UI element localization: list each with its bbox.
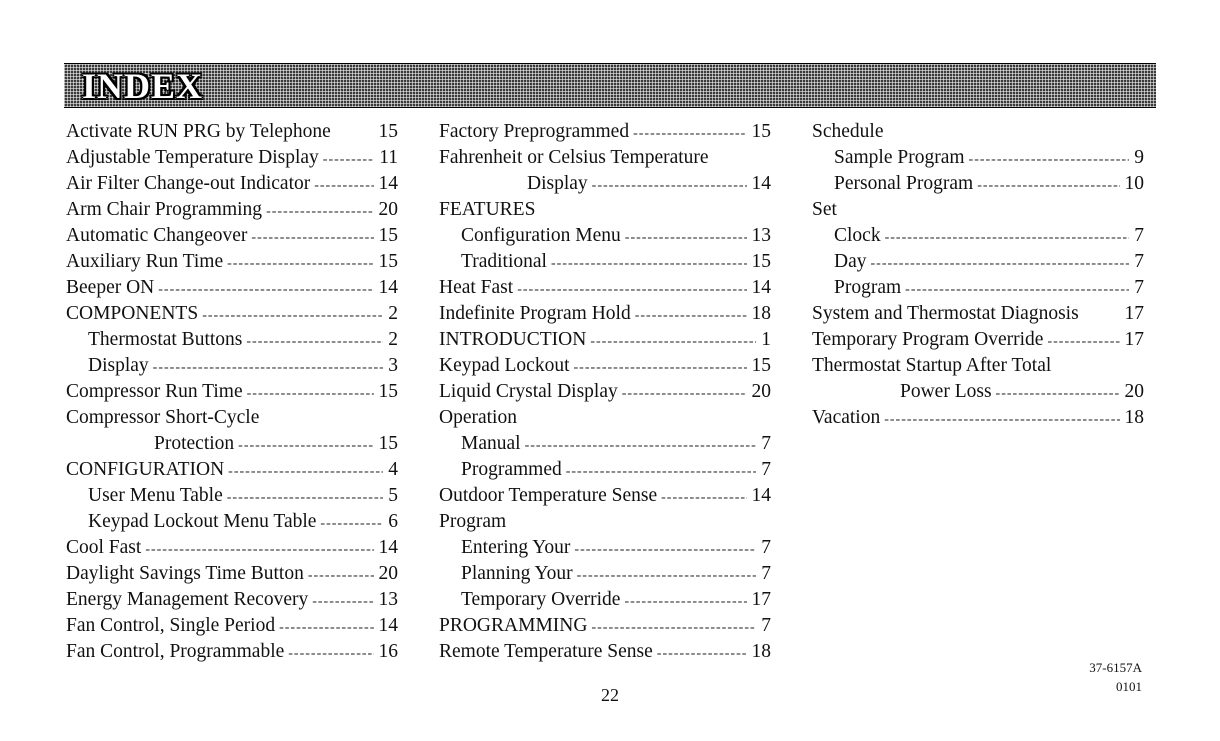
entry-page-number: 11 <box>379 147 398 168</box>
entry-label: Traditional <box>461 251 547 272</box>
dot-leader <box>622 381 747 407</box>
dot-leader <box>566 459 757 485</box>
entry-page-number: 20 <box>378 199 398 220</box>
index-subentry <box>66 353 398 379</box>
entry-label: Temporary Override <box>461 589 621 610</box>
entry-page-number: 7 <box>761 459 771 480</box>
entry-label: Personal Program <box>834 173 974 194</box>
entry-page-number: 18 <box>751 303 771 324</box>
index-entry <box>66 171 398 197</box>
dot-leader <box>657 641 747 667</box>
entry-page-number: 14 <box>378 173 398 194</box>
index-entry <box>812 405 1144 431</box>
entry-label: Day <box>834 251 867 272</box>
index-heading: FEATURES <box>439 199 536 220</box>
dot-leader <box>977 173 1119 199</box>
dot-leader <box>246 329 383 355</box>
dot-leader <box>996 381 1120 407</box>
entry-page-number: 17 <box>1124 303 1144 324</box>
dot-leader <box>314 173 373 199</box>
index-entry <box>66 639 398 665</box>
dot-leader <box>158 277 373 303</box>
entry-label: Planning Your <box>461 563 573 584</box>
entry-label: PROGRAMMING <box>439 615 588 636</box>
index-entry <box>66 379 398 405</box>
entry-label: Clock <box>834 225 881 246</box>
entry-label: Beeper ON <box>66 277 155 298</box>
index-banner <box>64 63 1156 108</box>
index-subentry <box>439 249 771 275</box>
index-entry <box>66 587 398 613</box>
entry-page-number: 15 <box>378 381 398 402</box>
entry-label: Indefinite Program Hold <box>439 303 631 324</box>
dot-leader <box>288 641 373 667</box>
entry-label: Adjustable Temperature Display <box>66 147 319 168</box>
dot-leader <box>227 251 373 277</box>
entry-page-number: 14 <box>751 173 771 194</box>
document-number-block <box>1089 658 1142 696</box>
entry-label: Power Loss <box>900 381 992 402</box>
entry-label: Sample Program <box>834 147 965 168</box>
entry-label: Factory Preprogrammed <box>439 121 630 142</box>
dot-leader <box>574 355 747 381</box>
entry-page-number: 2 <box>388 303 398 324</box>
index-entry <box>439 275 771 301</box>
entry-label: Keypad Lockout <box>439 355 570 376</box>
entry-page-number: 15 <box>378 225 398 246</box>
entry-page-number: 14 <box>378 615 398 636</box>
index-heading: Compressor Short-Cycle <box>66 407 260 428</box>
entry-page-number: 9 <box>1134 147 1144 168</box>
dot-leader <box>320 511 383 537</box>
dot-leader <box>969 147 1130 173</box>
entry-label: Heat Fast <box>439 277 514 298</box>
dot-leader <box>625 225 747 251</box>
dot-leader <box>251 225 373 251</box>
index-entry <box>66 197 398 223</box>
entry-page-number: 7 <box>1134 225 1144 246</box>
index-entry <box>66 457 398 483</box>
entry-page-number: 20 <box>1124 381 1144 402</box>
entry-page-number: 7 <box>761 433 771 454</box>
entry-page-number: 14 <box>378 277 398 298</box>
dot-leader <box>871 251 1130 277</box>
entry-label: Air Filter Change-out Indicator <box>66 173 311 194</box>
entry-page-number: 7 <box>761 563 771 584</box>
entry-label: Protection <box>154 433 235 454</box>
index-subentry <box>812 249 1144 275</box>
index-subentry <box>439 535 771 561</box>
entry-page-number: 7 <box>1134 277 1144 298</box>
dot-leader <box>633 121 746 147</box>
entry-page-number: 15 <box>751 121 771 142</box>
index-subentry <box>812 275 1144 301</box>
index-entry <box>812 327 1144 353</box>
dot-leader <box>905 277 1129 303</box>
entry-label: User Menu Table <box>88 485 223 506</box>
dot-leader <box>266 199 373 225</box>
dot-leader <box>574 537 756 563</box>
index-entry <box>66 301 398 327</box>
index-subentry <box>66 327 398 353</box>
entry-label: Cool Fast <box>66 537 142 558</box>
index-subentry <box>66 483 398 509</box>
entry-label: Outdoor Temperature Sense <box>439 485 658 506</box>
dot-leader <box>635 303 747 329</box>
index-entry <box>66 561 398 587</box>
index-heading: Schedule <box>812 121 884 142</box>
dot-leader <box>202 303 383 329</box>
entry-label: Auxiliary Run Time <box>66 251 224 272</box>
dot-leader <box>592 173 747 199</box>
index-subentry <box>812 223 1144 249</box>
entry-page-number: 14 <box>751 485 771 506</box>
entry-page-number: 15 <box>378 251 398 272</box>
index-entry <box>439 119 771 145</box>
index-entry <box>812 301 1144 327</box>
dot-leader <box>247 381 374 407</box>
entry-page-number: 2 <box>388 329 398 350</box>
index-subentry <box>812 145 1144 171</box>
entry-label: Display <box>527 173 588 194</box>
entry-page-number: 14 <box>751 277 771 298</box>
entry-label: INTRODUCTION <box>439 329 587 350</box>
entry-label: Daylight Savings Time Button <box>66 563 304 584</box>
index-title: INDEX <box>82 66 204 106</box>
dot-leader <box>228 459 383 485</box>
index-subentry <box>439 223 771 249</box>
dot-leader <box>153 355 384 381</box>
entry-page-number: 4 <box>388 459 398 480</box>
entry-page-number: 17 <box>1124 329 1144 350</box>
entry-label: Temporary Program Override <box>812 329 1044 350</box>
entry-label: Fan Control, Programmable <box>66 641 285 662</box>
dot-leader <box>591 615 756 641</box>
entry-page-number: 15 <box>378 433 398 454</box>
dot-leader <box>312 589 373 615</box>
entry-page-number: 10 <box>1124 173 1144 194</box>
entry-page-number: 7 <box>761 537 771 558</box>
entry-page-number: 15 <box>751 355 771 376</box>
index-entry <box>66 119 398 145</box>
entry-page-number: 13 <box>378 589 398 610</box>
index-entry <box>66 275 398 301</box>
dot-leader <box>227 485 384 511</box>
entry-page-number: 1 <box>761 329 771 350</box>
index-entry <box>439 613 771 639</box>
entry-page-number: 17 <box>751 589 771 610</box>
entry-page-number: 20 <box>751 381 771 402</box>
index-entry <box>66 223 398 249</box>
entry-label: Program <box>834 277 902 298</box>
index-column-2 <box>439 119 771 665</box>
dot-leader <box>590 329 756 355</box>
entry-page-number: 20 <box>378 563 398 584</box>
dot-leader <box>884 407 1119 433</box>
entry-page-number: 13 <box>751 225 771 246</box>
index-column-3 <box>812 119 1144 431</box>
entry-label: Entering Your <box>461 537 571 558</box>
index-entry <box>66 613 398 639</box>
dot-leader <box>145 537 373 563</box>
dot-leader <box>308 563 374 589</box>
dot-leader <box>551 251 747 277</box>
index-entry <box>439 379 771 405</box>
entry-label: Remote Temperature Sense <box>439 641 653 662</box>
entry-label: Thermostat Buttons <box>88 329 243 350</box>
entry-page-number: 16 <box>378 641 398 662</box>
document-date-code: 0101 <box>1116 679 1142 694</box>
page-number: 22 <box>601 685 619 705</box>
entry-label: Energy Management Recovery <box>66 589 309 610</box>
index-entry <box>439 353 771 379</box>
index-entry <box>439 483 771 509</box>
index-heading: Set <box>812 199 837 220</box>
index-entry <box>66 145 398 171</box>
entry-label: Arm Chair Programming <box>66 199 263 220</box>
dot-leader <box>885 225 1130 251</box>
index-heading: Fahrenheit or Celsius Temperature <box>439 147 709 168</box>
index-subentry <box>439 457 771 483</box>
entry-label: COMPONENTS <box>66 303 199 324</box>
dot-leader <box>525 433 757 459</box>
index-entry <box>439 327 771 353</box>
index-column-1 <box>66 119 398 665</box>
index-subentry <box>66 509 398 535</box>
entry-label: Vacation <box>812 407 881 428</box>
index-entry <box>439 171 771 197</box>
dot-leader <box>577 563 757 589</box>
entry-page-number: 18 <box>751 641 771 662</box>
entry-label: Programmed <box>461 459 562 480</box>
entry-page-number: 7 <box>761 615 771 636</box>
entry-label: Fan Control, Single Period <box>66 615 276 636</box>
entry-page-number: 6 <box>388 511 398 532</box>
entry-label: Configuration Menu <box>461 225 621 246</box>
entry-label: Compressor Run Time <box>66 381 243 402</box>
document-number: 37-6157A <box>1089 660 1142 675</box>
index-entry <box>66 249 398 275</box>
index-entry <box>66 535 398 561</box>
entry-label: CONFIGURATION <box>66 459 225 480</box>
entry-label: Manual <box>461 433 521 454</box>
dot-leader <box>323 147 374 173</box>
entry-page-number: 7 <box>1134 251 1144 272</box>
dot-leader <box>238 433 373 459</box>
index-subentry <box>439 431 771 457</box>
entry-label: Keypad Lockout Menu Table <box>88 511 317 532</box>
dot-leader <box>517 277 746 303</box>
entry-page-number: 18 <box>1124 407 1144 428</box>
index-heading: Operation <box>439 407 517 428</box>
dot-leader <box>624 589 746 615</box>
entry-label: Display <box>88 355 149 376</box>
index-subentry <box>812 171 1144 197</box>
entry-page-number: 3 <box>388 355 398 376</box>
entry-page-number: 15 <box>378 121 398 142</box>
index-entry <box>439 301 771 327</box>
index-entry <box>439 639 771 665</box>
entry-page-number: 15 <box>751 251 771 272</box>
entry-page-number: 14 <box>378 537 398 558</box>
index-heading: Program <box>439 511 507 532</box>
index-heading: Thermostat Startup After Total <box>812 355 1052 376</box>
entry-page-number: 5 <box>388 485 398 506</box>
dot-leader <box>279 615 373 641</box>
index-subentry <box>439 587 771 613</box>
entry-label: Activate RUN PRG by Telephone <box>66 121 331 142</box>
dot-leader <box>1047 329 1119 355</box>
index-entry <box>66 431 398 457</box>
dot-leader <box>661 485 746 511</box>
entry-label: System and Thermostat Diagnosis <box>812 303 1079 324</box>
index-entry <box>812 379 1144 405</box>
entry-label: Liquid Crystal Display <box>439 381 618 402</box>
index-subentry <box>439 561 771 587</box>
entry-label: Automatic Changeover <box>66 225 248 246</box>
